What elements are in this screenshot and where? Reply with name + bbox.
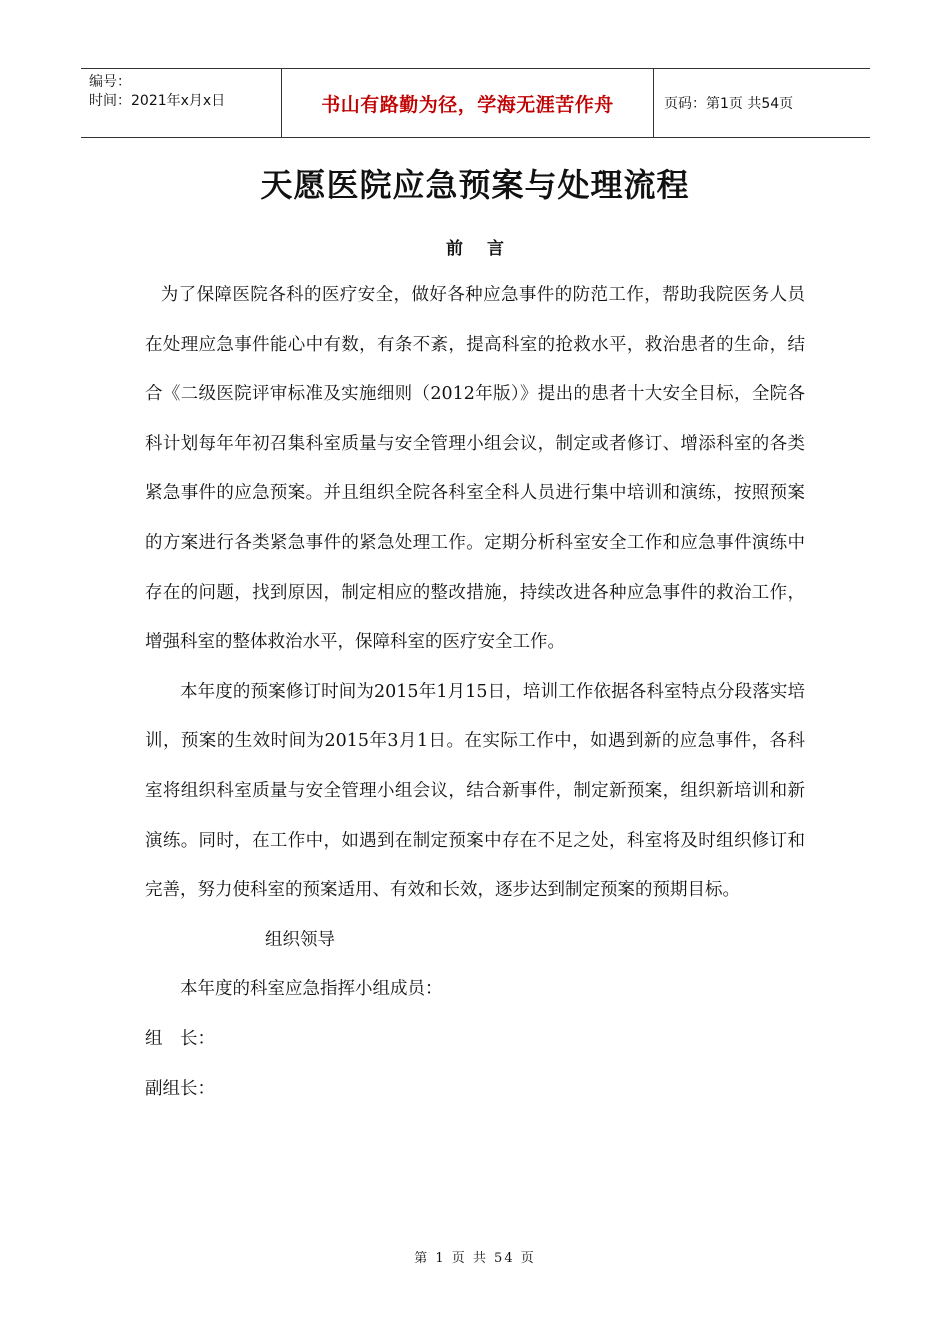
preface-heading-text: 前言 — [446, 239, 528, 259]
preface-paragraph-1: 为了保障医院各科的医疗安全，做好各种应急事件的防范工作，帮助我院医务人员在处理应急事件能心中有数，有条不紊，提高科室的抢救水平，救治患者的生命，结合《二级医院评审标准及实施细则（2012年版）》提出的患者十大安全目标，全院各科计划每年年初召集科室质量与安全管理小组会议，制定或者修订、增添科室的各类紧急事件的应急预案。并且组织全院各科室全科人员进行集中培训和演练，按照预案的方案进行各类紧急事件的紧急处理工作。定期分析科室安全工作和应急事件演练中存在的问题，找到原因，制定相应的整改措施，持续改进各种应急事件的救治工作，增强科室的整体救治水平，保障科室的医疗安全工作。 — [145, 285, 805, 653]
preface-paragraph-2: 本年度的预案修订时间为2015年1月15日，培训工作依据各科室特点分段落实培训，预案的生效时间为2015年3月1日。在实际工作中，如遇到新的应急事件，各科室将组织科室质量与安全管理小组会议，结合新事件，制定新预案，组织新培训和新演练。同时，在工作中，如遇到在制定预案中存在不足之处，科室将及时组织修订和完善，努力使科室的预案适用、有效和长效，逐步达到制定预案的预期目标。 — [145, 681, 805, 901]
members-intro: 本年度的科室应急指挥小组成员： — [180, 979, 443, 1000]
header-table — [81, 68, 870, 138]
section-heading-organization: 组织领导 — [265, 929, 335, 950]
header-meta-cell — [81, 69, 281, 137]
page-info-cell — [654, 69, 870, 137]
document-body — [145, 271, 805, 1114]
page-info-text: 页码：第1页 共54页 — [664, 96, 794, 112]
deputy-leader-label: 副组长： — [145, 1078, 215, 1099]
motto-text: 书山有路勤为径，学海无涯苦作舟 — [321, 93, 614, 116]
time-label: 时间：2021年x月x日 — [89, 93, 226, 109]
preface-heading — [0, 234, 950, 259]
number-label: 编号： — [89, 74, 131, 90]
leader-label: 组 长： — [145, 1028, 215, 1049]
motto-cell — [281, 69, 654, 137]
document-title: 天愿医院应急预案与处理流程 — [260, 166, 690, 204]
page-footer: 第 1 页 共 54 页 — [414, 1251, 536, 1266]
